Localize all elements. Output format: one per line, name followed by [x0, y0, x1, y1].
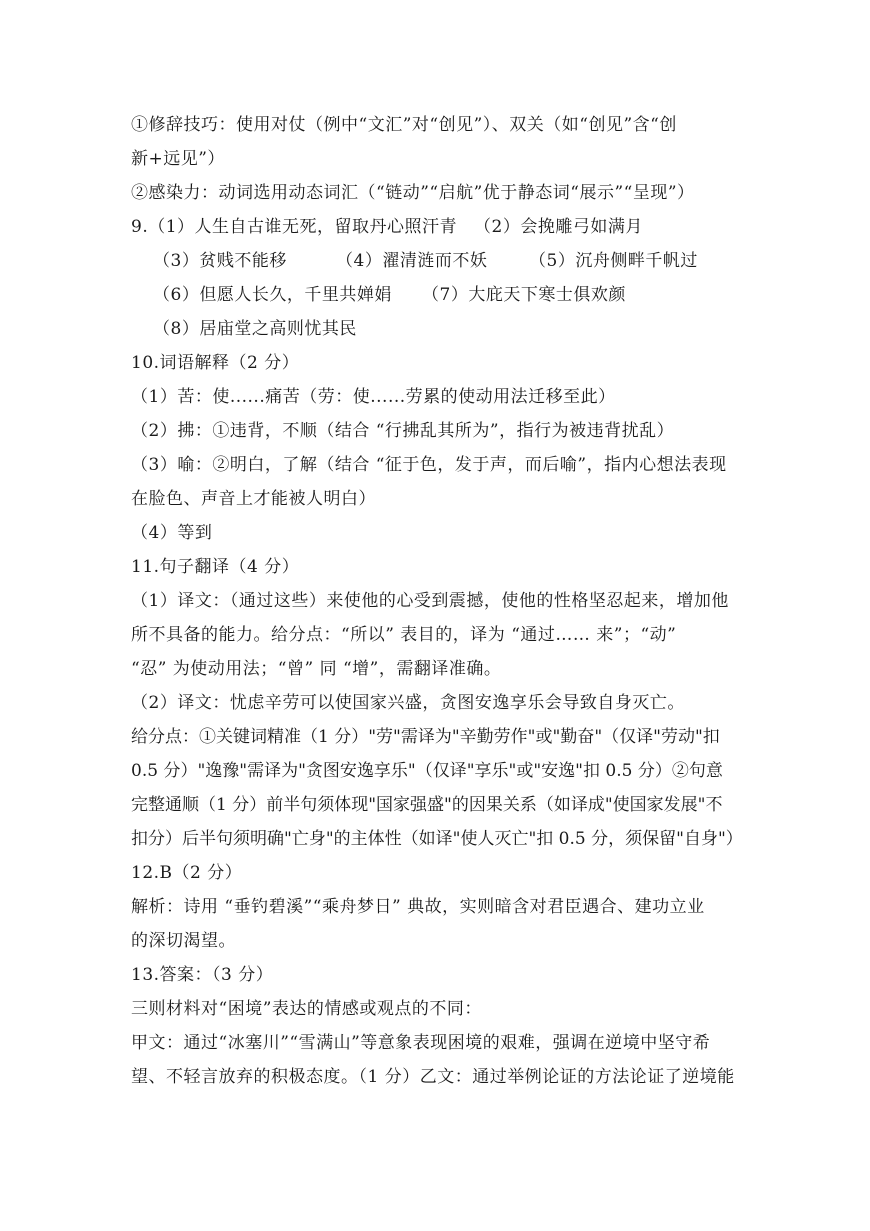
q12-analysis-cont: 的深切渴望。	[131, 931, 236, 951]
q9-answer-6: （6）但愿人长久，千里共婵娟	[153, 285, 392, 305]
q11-heading: 11.句子翻译（4 分）	[131, 557, 300, 577]
q11-scoring: 扣分）后半句须明确"亡身"的主体性（如译"使人灭亡"扣 0.5 分，须保留"自身"）	[131, 829, 743, 849]
q13-answer-cont: 望、不轻言放弃的积极态度。（1 分）乙文：通过举例论证的方法论证了逆境能	[131, 1067, 735, 1087]
text-line: 新+远见”）	[131, 149, 225, 169]
q9-answer-2: （2）会挽雕弓如满月	[474, 217, 643, 237]
q9-answer-8: （8）居庙堂之高则忧其民	[153, 319, 357, 339]
q11-scoring: 完整通顺（1 分）前半句须体现"国家强盛"的因果关系（如译成"使国家发展"不	[131, 795, 723, 815]
q9-row-2	[131, 244, 746, 278]
q9-answer-3: （3）贫贱不能移	[153, 251, 287, 271]
q9-row-3	[131, 278, 746, 312]
q9-answer-5: （5）沉舟侧畔千帆过	[529, 251, 698, 271]
q10-answer-3-cont: 在脸色、声音上才能被人明白）	[131, 489, 376, 509]
q10-answer-1: （1）苦：使......痛苦（劳：使......劳累的使动用法迁移至此）	[131, 387, 616, 407]
q10-answer-4: （4）等到	[131, 523, 213, 543]
answer-document	[131, 108, 746, 1094]
q12-analysis: 解析：诗用 “垂钓碧溪”“乘舟梦日” 典故，实则暗含对君臣遇合、建功立业	[131, 897, 705, 917]
q11-answer-1-cont: “忍” 为使动用法；“曾” 同 “增”，需翻译准确。	[131, 659, 502, 679]
q10-heading: 10.词语解释（2 分）	[131, 353, 300, 373]
q9-answer-4: （4）濯清涟而不妖	[336, 251, 488, 271]
text-line: ②感染力：动词选用动态词汇（“链动”“启航”优于静态词“展示”“呈现”）	[131, 183, 695, 203]
q11-answer-1: （1）译文：（通过这些）来使他的心受到震撼，使他的性格坚忍起来，增加他	[131, 591, 729, 611]
q12-heading: 12.B（2 分）	[131, 863, 243, 883]
q10-answer-2: （2）拂：①违背，不顺（结合 “行拂乱其所为”，指行为被违背扰乱）	[131, 421, 675, 441]
q13-heading: 13.答案：（3 分）	[131, 965, 274, 985]
q11-scoring: 0.5 分）"逸豫"需译为"贪图安逸享乐"（仅译"享乐"或"安逸"扣 0.5 分）②句意	[131, 761, 723, 781]
q13-answer: 甲文：通过“冰塞川”“雪满山”等意象表现困境的艰难，强调在逆境中坚守希	[131, 1033, 711, 1053]
text-line: ①修辞技巧：使用对仗（例中“文汇”对“创见”）、双关（如“创见”含“创	[131, 115, 677, 135]
q10-answer-3: （3）喻：②明白，了解（结合 “征于色，发于声，而后喻”，指内心想法表现	[131, 455, 727, 475]
q9-row-1	[131, 210, 746, 244]
q13-intro: 三则材料对“困境”表达的情感或观点的不同：	[131, 999, 482, 1019]
q9-answer-1: 9.（1）人生自古谁无死，留取丹心照汗青	[131, 217, 458, 237]
q11-answer-2: （2）译文：忧虑辛劳可以使国家兴盛，贪图安逸享乐会导致自身灭亡。	[131, 693, 685, 713]
q11-scoring: 给分点：①关键词精准（1 分）"劳"需译为"辛勤劳作"或"勤奋"（仅译"劳动"扣	[131, 727, 720, 747]
q9-answer-7: （7）大庇天下寒士俱欢颜	[422, 285, 626, 305]
q11-answer-1-cont: 所不具备的能力。给分点：“所以” 表目的，译为 “通过…… 来”；“动”	[131, 625, 677, 645]
